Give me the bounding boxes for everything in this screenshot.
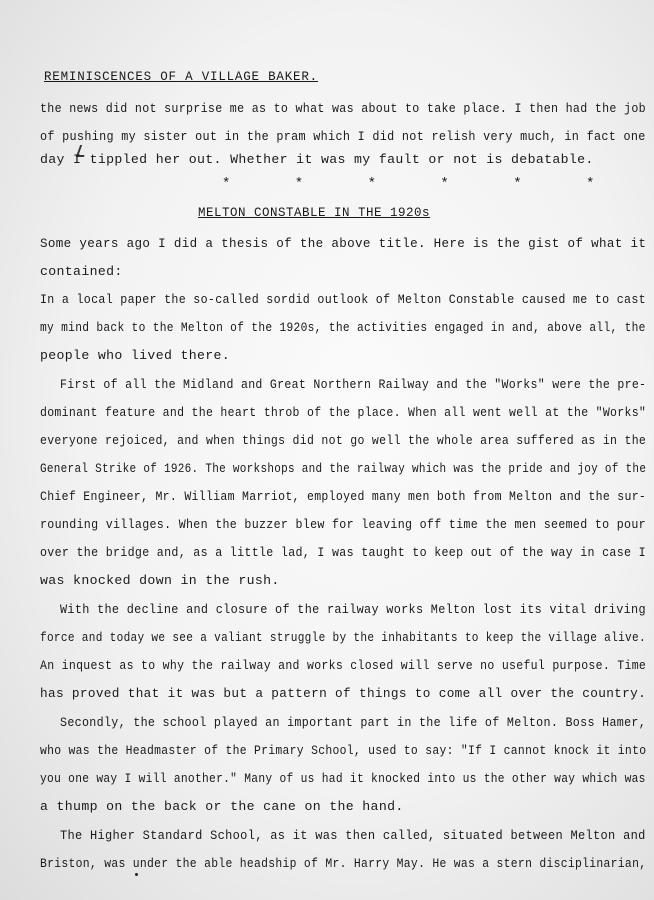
text-line: was knocked down in the rush. — [40, 573, 280, 588]
text-line: Briston, was under the able headship of Mr. Harry May. He was a stern disciplinarian, — [40, 856, 647, 871]
text-line: Chief Engineer, Mr. William Marriot, employed many men both from Melton and the sur- — [40, 489, 647, 504]
text-line: the news did not surprise me as to what was about to take place. I then had the job — [40, 101, 646, 116]
text-line: Secondly, the school played an important part in the life of Melton. Boss Hamer, — [60, 715, 647, 730]
text-line: dominant feature and the heart throb of the place. When all went well at the "Works" — [40, 405, 647, 420]
text-line: people who lived there. — [40, 348, 231, 363]
ink-speck — [135, 873, 138, 876]
text-line: day I tippled her out. Whether it was my fault or not is debatable. — [40, 152, 594, 167]
section-separator-stars: * * * * * * — [222, 176, 623, 192]
text-line: The Higher Standard School, as it was then called, situated between Melton and — [60, 828, 646, 843]
text-line: a thump on the back or the cane on the hand. — [40, 799, 404, 814]
text-line: Some years ago I did a thesis of the above title. Here is the gist of what it — [40, 236, 647, 251]
text-line: With the decline and closure of the railway works Melton lost its vital driving — [60, 602, 646, 617]
text-line: rounding villages. When the buzzer blew for leaving off time the men seemed to pour — [40, 517, 646, 532]
section-title: MELTON CONSTABLE IN THE 1920s — [198, 206, 431, 220]
text-line: of pushing my sister out in the pram which I did not relish very much, in fact one — [40, 129, 646, 144]
text-line: contained: — [40, 264, 123, 279]
text-line: my mind back to the Melton of the 1920s, the activities engaged in and, above all, the — [40, 320, 646, 335]
text-line: over the bridge and, as a little lad, I was taught to keep out of the way in case I — [40, 545, 646, 560]
text-line: everyone rejoiced, and when things did not go well the whole area suffered as in the — [40, 433, 647, 448]
text-line: who was the Headmaster of the Primary School, used to say: "If I cannot knock it into — [40, 743, 647, 758]
text-line: you one way I will another." Many of us had it knocked into us the other way which was — [40, 771, 646, 786]
text-line: In a local paper the so-called sordid outlook of Melton Constable caused me to cast — [40, 292, 646, 307]
text-line: General Strike of 1926. The workshops and the railway which was the pride and joy of the — [40, 461, 647, 476]
text-line: force and today we see a valiant struggle by the inhabitants to keep the village alive. — [40, 630, 646, 645]
document-header: REMINISCENCES OF A VILLAGE BAKER. — [44, 70, 318, 84]
text-line: First of all the Midland and Great Northern Railway and the "Works" were the pre- — [60, 377, 647, 392]
text-line: has proved that it was but a pattern of things to come all over the country. — [40, 686, 647, 701]
text-line: An inquest as to why the railway and works closed will serve no useful purpose. Time — [40, 658, 647, 673]
